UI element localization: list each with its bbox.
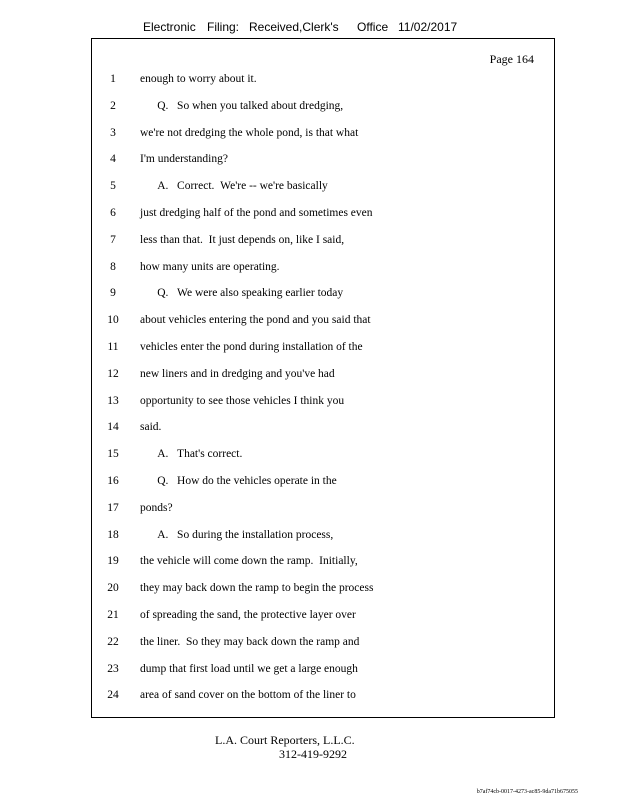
- line-text: area of sand cover on the bottom of the liner to: [140, 689, 356, 702]
- line-number: 20: [107, 582, 119, 595]
- line-number: 22: [107, 635, 119, 648]
- line-number: 19: [107, 555, 119, 568]
- line-number: 13: [107, 394, 119, 407]
- line-text: ponds?: [140, 501, 173, 514]
- line-text: Q. How do the vehicles operate in the: [140, 475, 337, 487]
- line-number: 9: [110, 287, 116, 300]
- line-text: A. So during the installation process,: [140, 528, 334, 541]
- line-text: opportunity to see those vehicles I think you: [140, 394, 345, 407]
- line-text: dump that first load until we get a large enough: [140, 662, 358, 675]
- line-text: we're not dredging the whole pond, is that what: [140, 126, 359, 139]
- line-number: 3: [110, 126, 116, 139]
- line-text: less than that. It just depends on, like I said,: [140, 233, 345, 246]
- line-text: new liners and in dredging and you've had: [140, 367, 335, 380]
- line-text: Q. We were also speaking earlier today: [140, 287, 344, 300]
- line-text: enough to worry about it.: [140, 73, 257, 85]
- line-text: just dredging half of the pond and sometimes even: [140, 207, 373, 219]
- filing-office-label: Office: [357, 20, 389, 34]
- line-text: they may back down the ramp to begin the process: [140, 582, 374, 595]
- line-number: 24: [107, 689, 119, 702]
- footer-phone: 312-419-9292: [279, 747, 347, 761]
- line-text: of spreading the sand, the protective layer over: [140, 609, 356, 621]
- line-number: 21: [107, 609, 119, 621]
- line-text: Q. So when you talked about dredging,: [140, 99, 344, 112]
- line-text: how many units are operating.: [140, 260, 280, 273]
- filing-electronic-label: Electronic: [143, 20, 196, 34]
- line-text: vehicles enter the pond during installation of the: [140, 341, 363, 353]
- line-number: 12: [107, 367, 119, 380]
- line-text: about vehicles entering the pond and you said that: [140, 314, 371, 327]
- line-number: 17: [107, 501, 119, 514]
- line-text: the vehicle will come down the ramp. Initially,: [140, 555, 358, 568]
- line-number: 11: [107, 341, 119, 353]
- document-hash: b7af74cb-0017-4273-ac85-9da71b675055: [476, 789, 578, 795]
- filing-received-label: Received,Clerk's: [249, 20, 339, 34]
- line-number: 1: [110, 73, 116, 85]
- filing-header: [0, 20, 618, 38]
- line-text: the liner. So they may back down the ramp and: [140, 635, 360, 648]
- page-number: Page 164: [489, 52, 534, 66]
- line-text: I'm understanding?: [140, 153, 228, 166]
- line-text: A. That's correct.: [140, 448, 243, 461]
- line-number: 23: [107, 662, 119, 675]
- filing-label: Filing:: [207, 20, 240, 34]
- line-number: 14: [107, 421, 119, 434]
- line-number: 16: [107, 475, 119, 487]
- line-number: 18: [107, 528, 119, 541]
- line-number: 5: [110, 180, 116, 193]
- line-number: 2: [110, 99, 116, 112]
- line-text: A. Correct. We're -- we're basically: [140, 180, 328, 193]
- line-number: 10: [107, 314, 119, 327]
- filing-date: 11/02/2017: [398, 20, 458, 34]
- line-number: 15: [107, 448, 119, 461]
- transcript-page: [91, 38, 555, 718]
- line-number: 7: [110, 233, 116, 246]
- footer-company: L.A. Court Reporters, L.L.C.: [215, 733, 355, 747]
- line-number: 8: [110, 260, 116, 273]
- line-number: 6: [110, 207, 116, 219]
- line-number: 4: [110, 153, 116, 166]
- line-text: said.: [140, 421, 162, 434]
